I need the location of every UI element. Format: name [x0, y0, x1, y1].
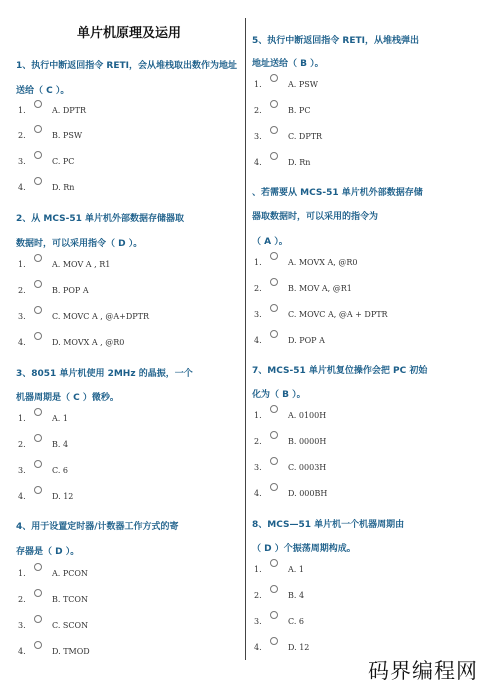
question-5-option-c[interactable]: 3. C. DPTR [254, 129, 322, 143]
question-5-option-d[interactable]: 4. D. Rn [254, 155, 310, 169]
radio-button[interactable] [34, 306, 42, 314]
question-8-option-b[interactable]: 2. B. 4 [254, 588, 304, 602]
radio-button[interactable] [270, 74, 278, 82]
question-1-option-c[interactable]: 3. C. PC [18, 154, 74, 168]
question-3-option-b[interactable]: 2. B. 4 [18, 437, 68, 451]
radio-button[interactable] [270, 278, 278, 286]
radio-button[interactable] [270, 304, 278, 312]
question-3-option-a[interactable]: 1. A. 1 [18, 411, 68, 425]
question-5-option-b[interactable]: 2. B. PC [254, 103, 310, 117]
question-4-line-1: 4、用于设置定时器/计数器工作方式的寄 [16, 522, 179, 532]
question-1-line-1: 1、执行中断返回指令 RETI，会从堆栈取出数作为地址 [16, 61, 237, 71]
radio-button[interactable] [270, 457, 278, 465]
radio-button[interactable] [270, 252, 278, 260]
radio-button[interactable] [270, 126, 278, 134]
radio-button[interactable] [270, 483, 278, 491]
question-2-option-d[interactable]: 4. D. MOVX A , @R0 [18, 335, 124, 349]
question-7-line-2: 化为（ B ）。 [252, 390, 306, 400]
radio-button[interactable] [34, 615, 42, 623]
question-2-option-a[interactable]: 1. A. MOV A , R1 [18, 257, 110, 271]
radio-button[interactable] [34, 589, 42, 597]
radio-button[interactable] [270, 405, 278, 413]
question-7-option-d[interactable]: 4. D. 000BH [254, 486, 327, 500]
question-2-option-b[interactable]: 2. B. POP A [18, 283, 89, 297]
question-6-option-a[interactable]: 1. A. MOVX A, @R0 [254, 255, 357, 269]
question-3-option-d[interactable]: 4. D. 12 [18, 489, 73, 503]
question-1-option-a[interactable]: 1. A. DPTR [18, 103, 86, 117]
radio-button[interactable] [34, 563, 42, 571]
question-5-line-1: 5、执行中断返回指令 RETI，从堆栈弹出 [252, 36, 419, 46]
watermark-text: 码界编程网 [368, 659, 478, 683]
question-8-option-a[interactable]: 1. A. 1 [254, 562, 304, 576]
question-7-option-b[interactable]: 2. B. 0000H [254, 434, 326, 448]
question-5-line-2: 地址送给（ B ）。 [252, 59, 324, 69]
question-2-line-2: 数据时，可以采用指令（ D ）。 [16, 239, 143, 249]
radio-button[interactable] [270, 585, 278, 593]
question-8-line-1: 8、MCS—51 单片机一个机器周期由 [252, 520, 405, 530]
radio-button[interactable] [34, 434, 42, 442]
question-4-option-b[interactable]: 2. B. TCON [18, 592, 88, 606]
question-8-option-c[interactable]: 3. C. 6 [254, 614, 304, 628]
radio-button[interactable] [34, 408, 42, 416]
question-1-option-b[interactable]: 2. B. PSW [18, 128, 82, 142]
radio-button[interactable] [270, 431, 278, 439]
page-title: 单片机原理及运用 [76, 26, 181, 41]
radio-button[interactable] [34, 460, 42, 468]
radio-button[interactable] [34, 100, 42, 108]
question-3-line-2: 机器周期是（ C ）微秒。 [16, 393, 119, 403]
question-6-line-2: 器取数据时，可以采用的指令为 [252, 212, 379, 222]
question-6-option-c[interactable]: 3. C. MOVC A, @A + DPTR [254, 307, 388, 321]
question-4-option-a[interactable]: 1. A. PCON [18, 566, 88, 580]
radio-button[interactable] [270, 330, 278, 338]
question-7-option-c[interactable]: 3. C. 0003H [254, 460, 326, 474]
question-7-line-1: 7、MCS-51 单片机复位操作会把 PC 初始 [252, 366, 428, 376]
question-8-line-2: （ D ）个振荡周期构成。 [252, 544, 356, 554]
radio-button[interactable] [270, 559, 278, 567]
radio-button[interactable] [34, 641, 42, 649]
question-2-line-1: 2、从 MCS-51 单片机外部数据存储器取 [16, 214, 184, 224]
question-6-option-d[interactable]: 4. D. POP A [254, 333, 325, 347]
radio-button[interactable] [270, 152, 278, 160]
radio-button[interactable] [34, 486, 42, 494]
question-5-option-a[interactable]: 1. A. PSW [254, 77, 318, 91]
question-4-option-d[interactable]: 4. D. TMOD [18, 644, 90, 658]
column-divider [245, 18, 246, 660]
radio-button[interactable] [34, 280, 42, 288]
radio-button[interactable] [270, 100, 278, 108]
question-1-line-2: 送给（ C ）。 [16, 86, 70, 96]
question-6-option-b[interactable]: 2. B. MOV A, @R1 [254, 281, 352, 295]
radio-button[interactable] [270, 637, 278, 645]
question-4-option-c[interactable]: 3. C. SCON [18, 618, 88, 632]
radio-button[interactable] [34, 125, 42, 133]
radio-button[interactable] [34, 177, 42, 185]
question-3-line-1: 3、8051 单片机使用 2MHz 的晶振，一个 [16, 369, 193, 379]
question-2-option-c[interactable]: 3. C. MOVC A , @A+DPTR [18, 309, 149, 323]
question-6-line-3: （ A ）。 [252, 237, 288, 247]
radio-button[interactable] [270, 611, 278, 619]
radio-button[interactable] [34, 151, 42, 159]
question-3-option-c[interactable]: 3. C. 6 [18, 463, 68, 477]
question-1-option-d[interactable]: 4. D. Rn [18, 180, 74, 194]
question-7-option-a[interactable]: 1. A. 0100H [254, 408, 326, 422]
radio-button[interactable] [34, 332, 42, 340]
question-4-line-2: 存器是（ D ）。 [16, 547, 80, 557]
question-6-line-1: 、若需要从 MCS-51 单片机外部数据存储 [252, 188, 423, 198]
question-8-option-d[interactable]: 4. D. 12 [254, 640, 309, 654]
radio-button[interactable] [34, 254, 42, 262]
